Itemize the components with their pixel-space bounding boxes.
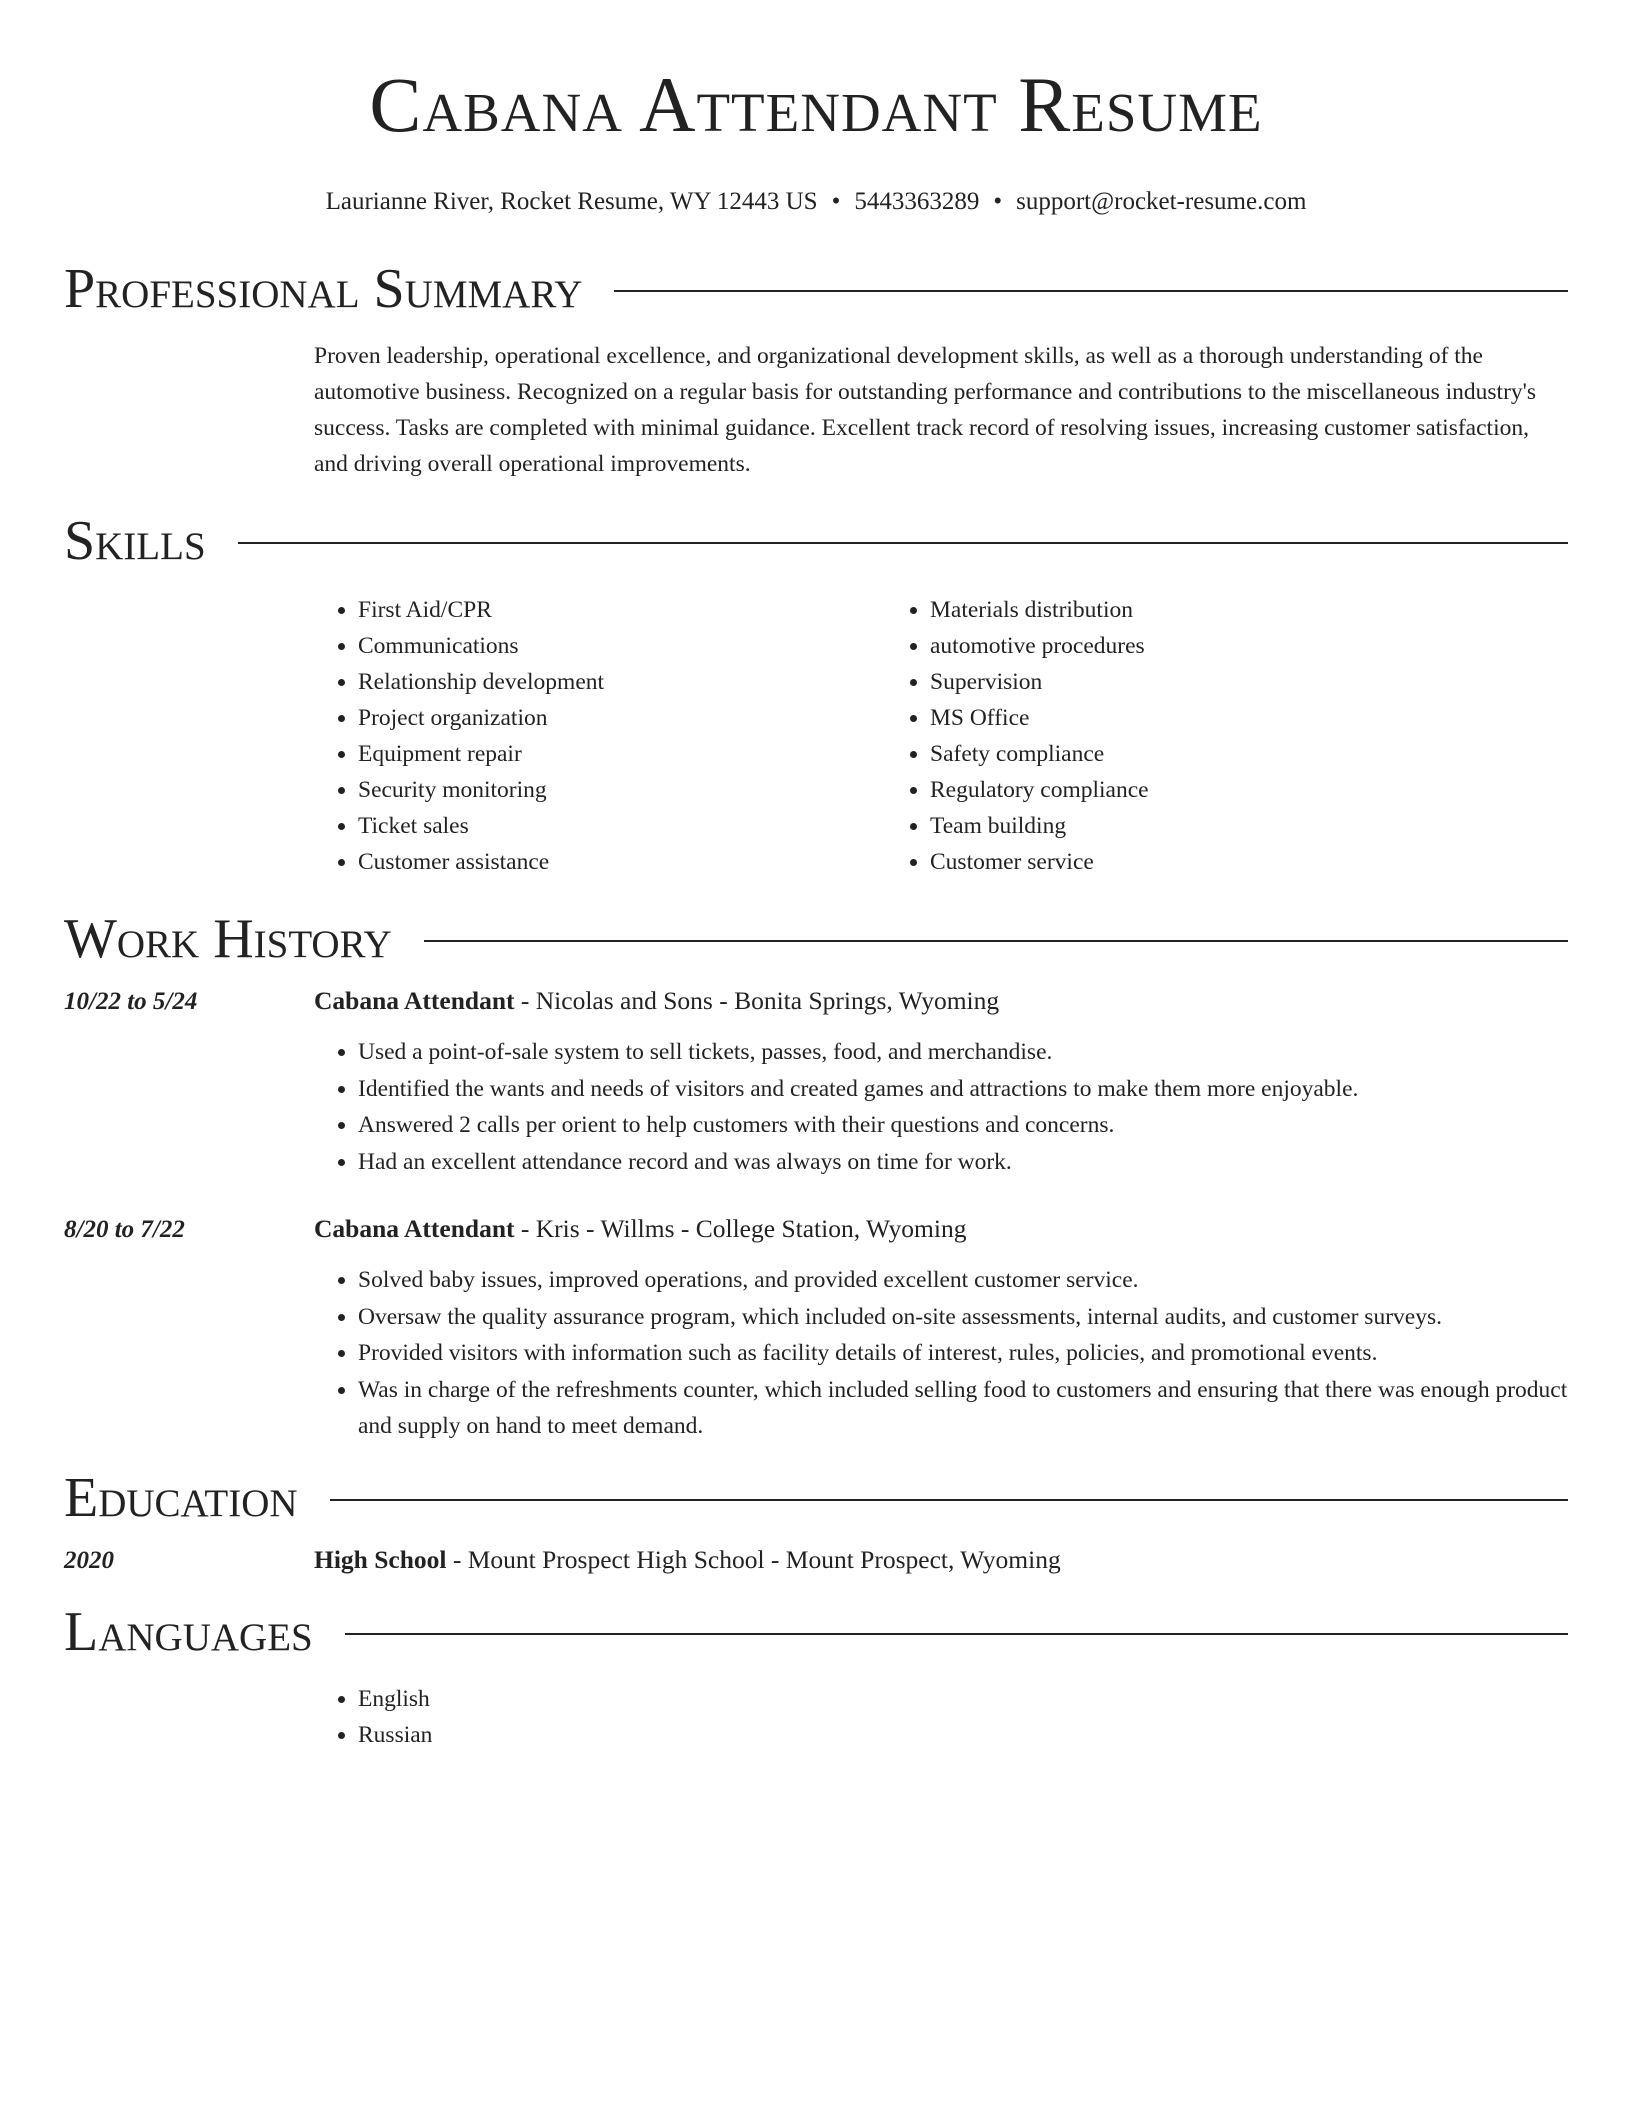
job-entry <box>64 986 1568 1180</box>
languages-section <box>64 1601 1568 1754</box>
skills-heading-row <box>64 510 1568 572</box>
language-item: • Russian <box>358 1717 1568 1754</box>
job-title: Cabana Attendant <box>314 1214 515 1243</box>
education-heading-row <box>64 1467 1568 1529</box>
section-divider <box>614 290 1568 292</box>
document-title: Cabana Attendant Resume <box>369 61 1263 148</box>
job-header <box>64 986 1568 1016</box>
job-bullet: • Oversaw the quality assurance program, which included on-site assessments, internal audits, and customer surveys. <box>358 1299 1568 1336</box>
education-heading: Education <box>64 1466 298 1529</box>
skills-section <box>64 510 1568 880</box>
job-employer: - Nicolas and Sons - Bonita Springs, Wyoming <box>514 986 1000 1015</box>
job-dates: 10/22 to 5/24 <box>64 988 198 1015</box>
skill-item: • Materials distribution <box>930 592 1149 628</box>
education-line <box>314 1545 1061 1575</box>
section-divider <box>330 1499 1568 1501</box>
skills-lists <box>314 592 1568 880</box>
job-title: Cabana Attendant <box>314 986 515 1015</box>
skill-item: • Regulatory compliance <box>930 772 1149 808</box>
skill-item: • Security monitoring <box>358 772 886 808</box>
skill-item: • Equipment repair <box>358 736 886 772</box>
contact-phone: 5443363289 <box>854 188 980 215</box>
contact-separator: • <box>831 188 841 215</box>
skills-list-right <box>886 592 1149 880</box>
contact-address: Laurianne River, Rocket Resume, WY 12443 US <box>325 188 818 215</box>
education-school: - Mount Prospect High School - Mount Prospect, Wyoming <box>446 1544 1061 1574</box>
skill-item: • Project organization <box>358 700 886 736</box>
education-year: 2020 <box>64 1546 114 1574</box>
languages-heading: Languages <box>64 1600 313 1663</box>
skill-item: • Customer assistance <box>358 844 886 880</box>
summary-section <box>64 258 1568 482</box>
summary-heading: Professional Summary <box>64 258 583 320</box>
job-bullets <box>314 1262 1568 1445</box>
job-title-line <box>314 1214 966 1244</box>
job-bullet: • Identified the wants and needs of visitors and created games and attractions to make them more enjoyable. <box>358 1071 1568 1108</box>
job-bullet: • Was in charge of the refreshments counter, which included selling food to customers and ensuring that there was enough product and supply on hand to meet demand. <box>358 1372 1568 1445</box>
job-bullet: • Solved baby issues, improved operations, and provided excellent customer service. <box>358 1262 1568 1299</box>
job-title-line <box>314 986 999 1016</box>
job-bullet: • Provided visitors with information such as facility details of interest, rules, policies, and promotional events. <box>358 1335 1568 1372</box>
section-divider <box>424 940 1568 942</box>
contact-separator: • <box>993 188 1003 215</box>
skill-item: • First Aid/CPR <box>358 592 886 628</box>
summary-text: Proven leadership, operational excellence, and organizational development skills, as well as a thorough understanding of the automotive business. Recognized on a regular basis for outstanding performance and contributions to the miscellaneous industry's success. Tasks are completed with minimal guidance. Excellent track record of resolving issues, increasing customer satisfaction, and driving overall operational improvements. <box>314 343 1537 477</box>
job-employer: - Kris - Willms - College Station, Wyoming <box>514 1214 967 1243</box>
education-section <box>64 1467 1568 1575</box>
job-entry <box>64 1214 1568 1445</box>
job-header <box>64 1214 1568 1244</box>
skills-list-left <box>314 592 886 880</box>
summary-heading-row <box>64 258 1568 320</box>
languages-list-wrap <box>314 1681 1568 1754</box>
skill-item: • automotive procedures <box>930 628 1149 664</box>
skill-item: • Team building <box>930 808 1149 844</box>
job-bullet: • Had an excellent attendance record and was always on time for work. <box>358 1144 1568 1181</box>
section-divider <box>238 542 1568 544</box>
skill-item: • Communications <box>358 628 886 664</box>
skill-item: • Safety compliance <box>930 736 1149 772</box>
skill-item: • MS Office <box>930 700 1149 736</box>
skill-item: • Supervision <box>930 664 1149 700</box>
section-divider <box>345 1633 1568 1635</box>
education-degree: High School <box>314 1544 447 1574</box>
skill-item: • Ticket sales <box>358 808 886 844</box>
job-dates: 8/20 to 7/22 <box>64 1216 185 1243</box>
work-heading: Work History <box>64 908 392 970</box>
contact-email: support@rocket-resume.com <box>1016 188 1307 215</box>
work-history-section <box>64 908 1568 1445</box>
skill-item: • Relationship development <box>358 664 886 700</box>
language-item: • English <box>358 1681 1568 1718</box>
contact-line <box>64 186 1568 218</box>
job-bullet: • Used a point-of-sale system to sell tickets, passes, food, and merchandise. <box>358 1034 1568 1071</box>
languages-heading-row <box>64 1601 1568 1663</box>
languages-list <box>314 1681 1568 1754</box>
job-bullet: • Answered 2 calls per orient to help customers with their questions and concerns. <box>358 1107 1568 1144</box>
skills-heading: Skills <box>64 510 206 572</box>
education-entry <box>64 1545 1568 1575</box>
work-heading-row <box>64 908 1568 970</box>
job-bullets <box>314 1034 1568 1180</box>
skill-item: • Customer service <box>930 844 1149 880</box>
